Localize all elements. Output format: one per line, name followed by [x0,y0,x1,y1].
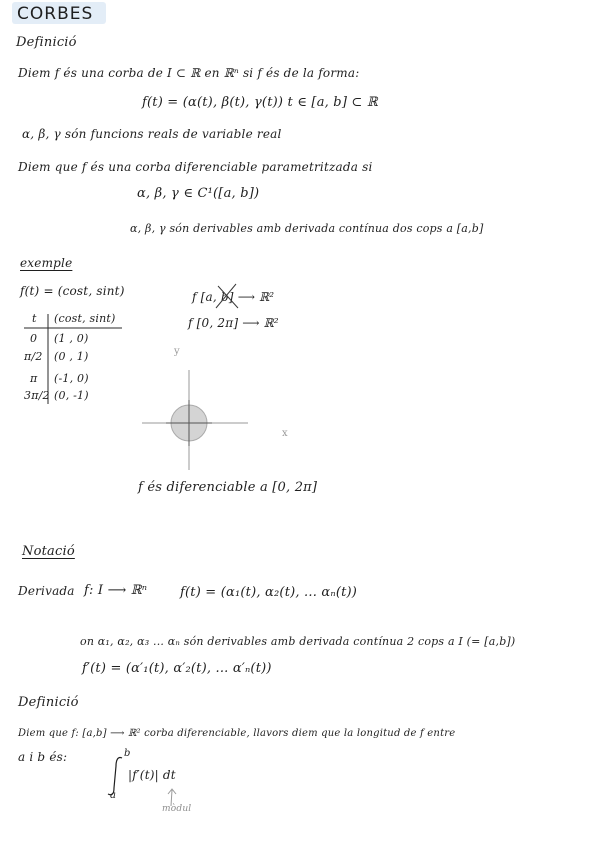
example-conclusion: f és diferenciable a [0, 2π] [138,480,318,495]
definition2-line-1: Diem que f: [a,b] ⟶ ℝ² corba diferenciable, llavors diem que la longitud de f entre [18,728,456,739]
derivative-label: Derivada [18,584,75,598]
modul-note: mòdul [162,804,192,814]
example-function: f(t) = (cost, sint) [20,284,125,298]
table-row-3-value: (0, -1) [54,389,89,402]
definition-line-2: α, β, γ són funcions reals de variable real [22,127,282,141]
table-row-3-t: 3π/2 [24,389,50,402]
table-row-2-value: (-1, 0) [54,372,89,385]
table-header-t: t [32,312,37,325]
axis-y-label: y [174,346,180,357]
example-map-2: f [0, 2π] ⟶ ℝ² [188,316,279,330]
definition-line-1: Diem f és una corba de I ⊂ ℝ en ℝⁿ si f és de la forma: [18,66,360,80]
integral-body: |f′(t)| dt [128,768,176,782]
derivative-fprime: f′(t) = (α′₁(t), α′₂(t), ... α′ₙ(t)) [82,661,272,676]
notacio-heading: Notació [22,544,75,559]
definition-line-3: Diem que f és una corba diferenciable parametritzada si [18,160,373,174]
definition2-line-2: a i b és: [18,750,68,764]
integral-lower-limit: a [110,790,117,801]
example-map-1: f [a, b] ⟶ ℝ² [192,290,275,304]
axis-x-label: x [282,428,288,439]
table-row-1-value: (0 , 1) [54,350,89,363]
table-row-0-value: (1 , 0) [54,332,89,345]
derivative-map: f: I ⟶ ℝⁿ [84,583,148,598]
example-heading: exemple [20,256,73,270]
definicio-heading: Definició [16,35,77,50]
integral-upper-limit: b [124,748,131,759]
derivative-line-2: on α₁, α₂, α₃ ... αₙ són derivables amb derivada contínua 2 cops a I (= [a,b]) [80,635,516,648]
definicio2-heading: Definició [18,695,79,710]
definition-formula: f(t) = (α(t), β(t), γ(t)) t ∈ [a, b] ⊂ ℝ [142,95,378,110]
table-row-1-t: π/2 [24,350,43,363]
derivative-function: f(t) = (α₁(t), α₂(t), ... αₙ(t)) [180,585,358,600]
page-title: CORBES [17,4,94,24]
table-header-value: (cost, sint) [54,312,116,325]
table-row-0-t: 0 [30,332,38,345]
definition-line-4: α, β, γ ∈ C¹([a, b]) [137,186,260,201]
table-row-2-t: π [30,372,38,385]
definition-line-5: α, β, γ són derivables amb derivada contínua dos cops a [a,b] [130,222,484,235]
